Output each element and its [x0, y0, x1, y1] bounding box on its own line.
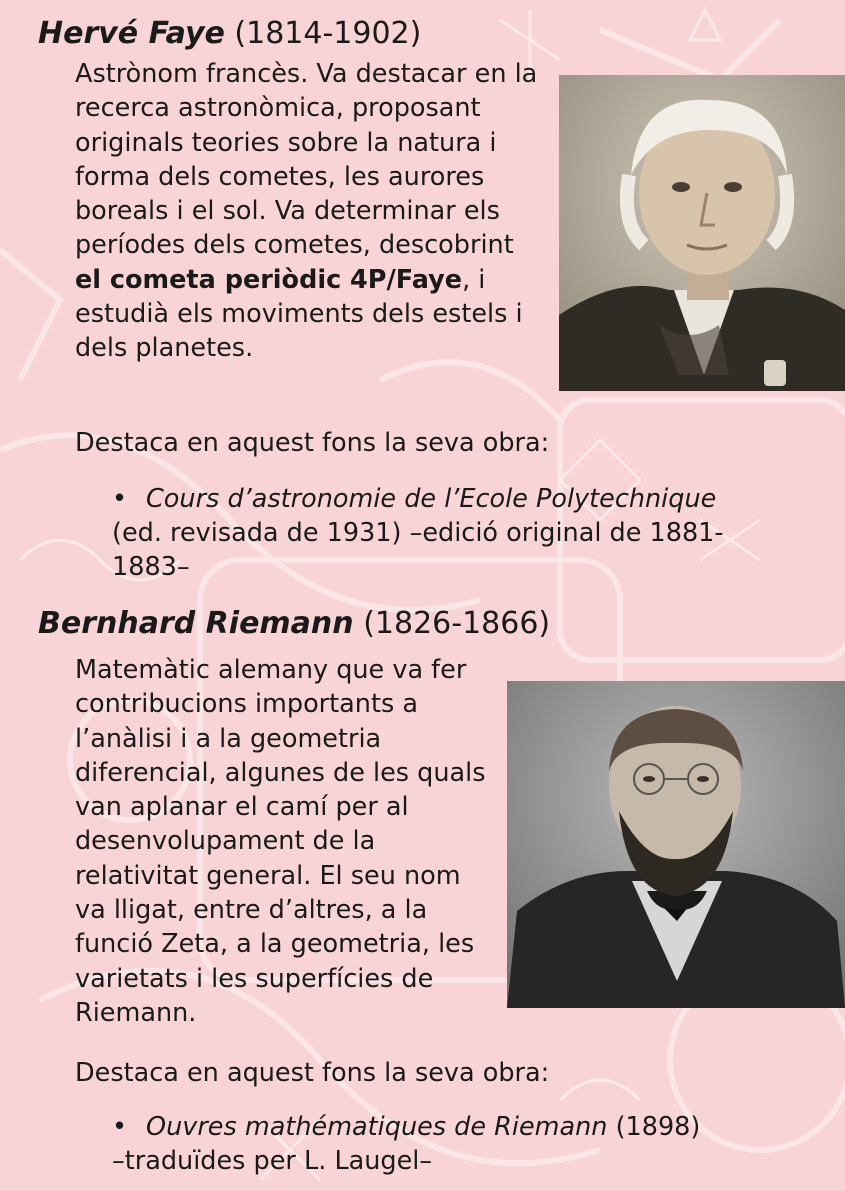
faye-work-detail: (ed. revisada de 1931) –edició original de 1881-1883–: [112, 518, 724, 582]
bullet-marker: •: [112, 1112, 128, 1142]
faye-work-text: [112, 482, 802, 516]
faye-dates: (1814-1902): [234, 16, 422, 51]
faye-name: Hervé Faye: [38, 16, 225, 51]
faye-work-title: Cours d’astronomie de l’Ecole Polytechnique: [146, 484, 717, 514]
faye-portrait: [559, 75, 845, 391]
riemann-works-intro: Destaca en aquest fons la seva obra:: [75, 1058, 550, 1088]
riemann-work-detail: –traduïdes per L. Laugel–: [112, 1146, 433, 1176]
riemann-portrait: [507, 681, 845, 1008]
faye-bio-text: Astrònom francès. Va destacar en la recerca astronòmica, proposant originals teories sobre la natura i forma dels cometes, les aurores boreals i el sol. Va determinar els períodes dels cometes, descobrint: [75, 59, 538, 261]
riemann-dates: (1826-1866): [363, 606, 551, 641]
bullet-marker: •: [112, 484, 128, 514]
riemann-work-item: [112, 1110, 802, 1178]
faye-bio-text-end: , i estudià els moviments dels estels i dels planetes.: [75, 264, 523, 364]
faye-biography: [75, 57, 547, 366]
riemann-biography: Matemàtic alemany que va fer contribucions importants a l’anàlisi i a la geometria diferencial, algunes de les quals van aplanar el camí per al desenvolupament de la relativitat general. El seu nom va lligat, entre d’altres, a la funció Zeta, a la geometria, les varietats i les superfícies de Riemann.: [75, 655, 486, 1028]
faye-work-item: [112, 482, 802, 584]
riemann-work-text: [112, 1110, 802, 1144]
riemann-name: Bernhard Riemann: [38, 606, 354, 641]
riemann-work-title: Ouvres mathématiques de Riemann: [146, 1112, 608, 1142]
riemann-work-year: (1898): [615, 1112, 701, 1142]
faye-comet-highlight: el cometa periòdic 4P/Faye: [75, 264, 463, 295]
faye-heading: [38, 16, 421, 52]
riemann-heading: [38, 606, 550, 642]
faye-works-intro: Destaca en aquest fons la seva obra:: [75, 428, 550, 458]
